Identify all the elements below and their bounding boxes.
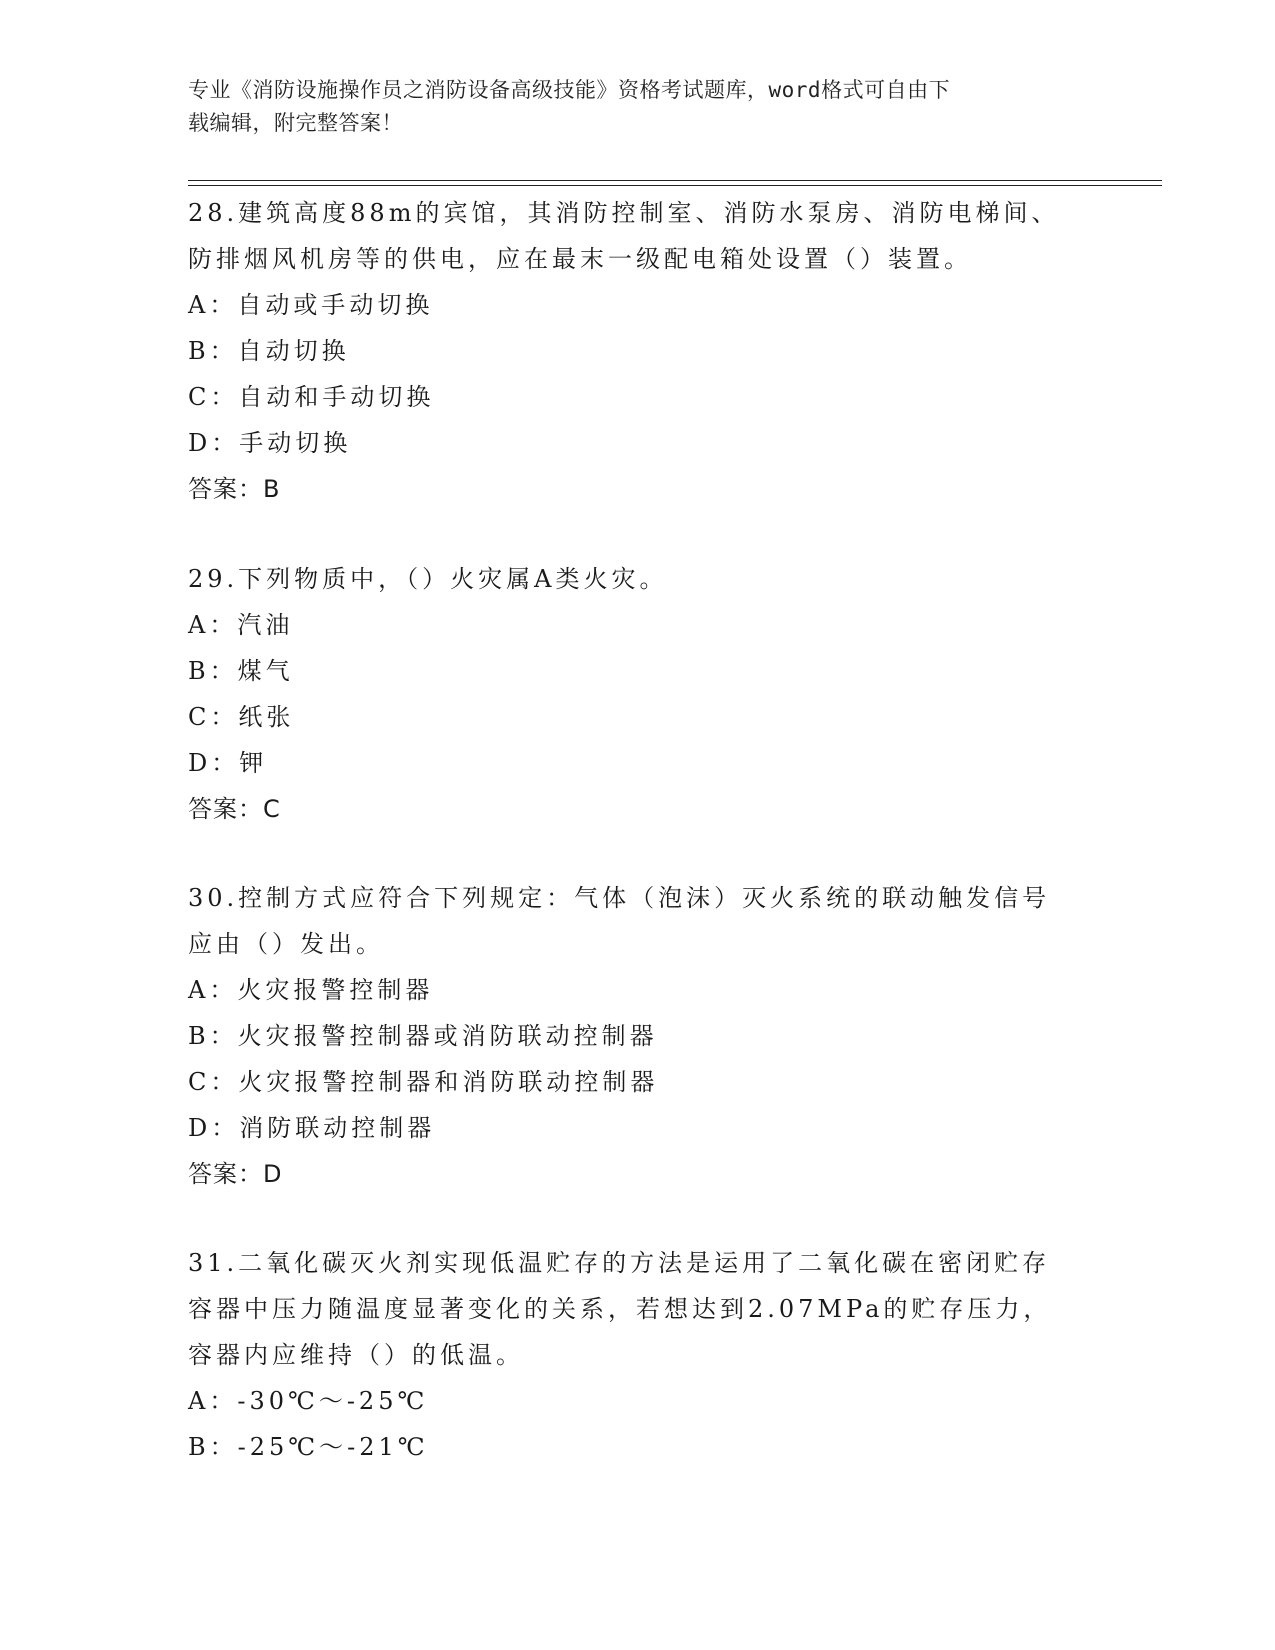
answer: 答案：D	[188, 1160, 283, 1188]
question-stem-line: 29.下列物质中，（）火灾属A类火灾。	[188, 565, 668, 593]
option-b: B：火灾报警控制器或消防联动控制器	[188, 1022, 658, 1050]
question-29	[188, 556, 1088, 832]
answer: 答案：C	[188, 795, 281, 823]
option-a: A：汽油	[188, 611, 294, 639]
question-stem-line: 30.控制方式应符合下列规定：气体（泡沫）灭火系统的联动触发信号	[188, 884, 1051, 912]
question-stem-line: 防排烟风机房等的供电，应在最末一级配电箱处设置（）装置。	[188, 245, 972, 273]
question-stem-line: 28.建筑高度88m的宾馆，其消防控制室、消防水泵房、消防电梯间、	[188, 199, 1060, 227]
question-stem-line: 31.二氧化碳灭火剂实现低温贮存的方法是运用了二氧化碳在密闭贮存	[188, 1249, 1051, 1277]
option-d: D：钾	[188, 749, 268, 777]
question-stem-line: 容器内应维持（）的低温。	[188, 1341, 524, 1369]
option-a: A：火灾报警控制器	[188, 976, 434, 1004]
header-line-2: 载编辑，附完整答案！	[188, 111, 403, 135]
document-header	[188, 74, 1088, 140]
question-stem-line: 容器中压力随温度显著变化的关系，若想达到2.07MPa的贮存压力，	[188, 1295, 1052, 1323]
question-28	[188, 190, 1088, 512]
option-c: C：火灾报警控制器和消防联动控制器	[188, 1068, 659, 1096]
header-divider-bottom	[188, 185, 1162, 186]
option-d: D：消防联动控制器	[188, 1114, 436, 1142]
question-30	[188, 875, 1088, 1197]
option-c: C：纸张	[188, 703, 295, 731]
question-stem-line: 应由（）发出。	[188, 930, 384, 958]
header-divider-top	[188, 180, 1162, 181]
option-b: B：-25℃～-21℃	[188, 1433, 429, 1461]
option-a: A：-30℃～-25℃	[188, 1387, 429, 1415]
option-d: D：手动切换	[188, 429, 352, 457]
question-31	[188, 1240, 1088, 1470]
option-b: B：自动切换	[188, 337, 350, 365]
answer: 答案：B	[188, 475, 281, 503]
option-c: C：自动和手动切换	[188, 383, 435, 411]
header-line-1: 专业《消防设施操作员之消防设备高级技能》资格考试题库，word格式可自由下	[188, 78, 951, 102]
option-b: B：煤气	[188, 657, 294, 685]
option-a: A：自动或手动切换	[188, 291, 434, 319]
